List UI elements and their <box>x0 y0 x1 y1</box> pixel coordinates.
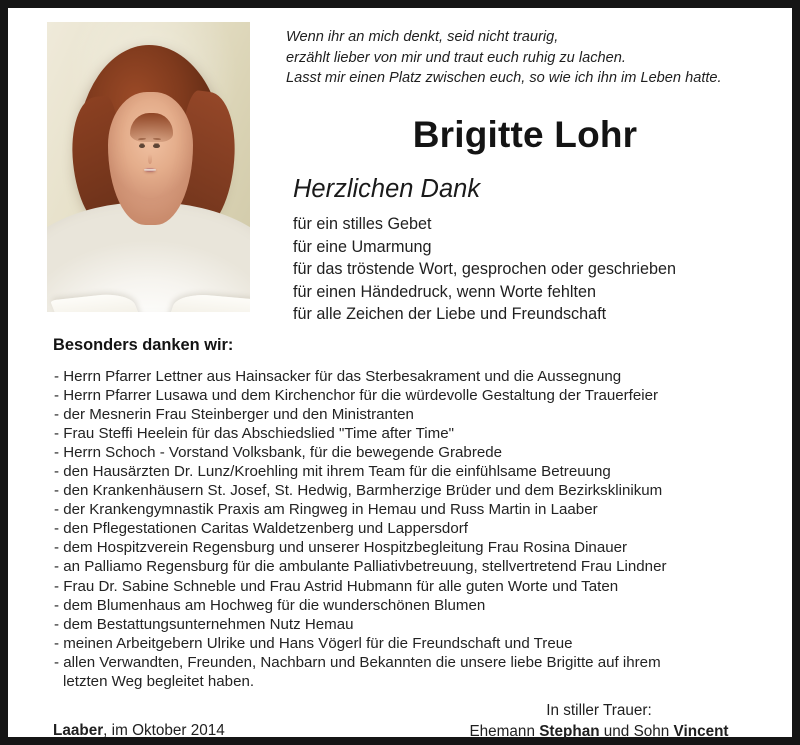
special-thanks-heading: Besonders danken wir: <box>53 336 234 354</box>
special-thanks-list <box>54 367 766 691</box>
face-shape <box>108 92 193 225</box>
nose-shape <box>148 154 152 163</box>
mouth-shape <box>144 168 157 173</box>
reason-line: für eine Umarmung <box>293 237 432 256</box>
thanks-item: - an Palliamo Regensburg für die ambulante Palliativbetreuung, stellvertretend Frau Lindner <box>54 558 667 576</box>
family-names <box>438 721 760 742</box>
photo-background <box>47 22 250 312</box>
hair-fringe-shape <box>130 113 173 142</box>
family-name-son: Vincent <box>673 723 729 740</box>
reason-line: für ein stilles Gebet <box>293 215 432 233</box>
thanks-item: - Herrn Pfarrer Lettner aus Hainsacker für das Sterbesakrament und die Aussegnung <box>54 368 622 385</box>
family-middle: und Sohn <box>599 723 674 740</box>
eyebrow-right <box>153 137 161 140</box>
thanks-item: - Frau Steffi Heelein für das Abschiedslied "Time after Time" <box>54 425 454 443</box>
thanks-item: - dem Hospitzverein Regensburg und unserer Hospitzbegleitung Frau Rosina Dinauer <box>54 539 628 557</box>
place-name: Laaber <box>53 722 104 739</box>
mourning-label: In stiller Trauer: <box>546 702 652 719</box>
memorial-verse <box>286 27 786 89</box>
reason-line: für alle Zeichen der Liebe und Freundschaft <box>293 305 607 324</box>
place-and-date <box>53 722 225 740</box>
family-prefix: Ehemann <box>469 723 540 740</box>
verse-line: Lasst mir einen Platz zwischen euch, so wie ich ihn im Leben hatte. <box>286 70 722 86</box>
portrait-photo <box>47 22 250 312</box>
thanks-item: - allen Verwandten, Freunden, Nachbarn und Bekannten die unsere liebe Brigitte auf ihrem <box>54 653 661 671</box>
thanks-item: - den Pflegestationen Caritas Waldetzenberg und Lappersdorf <box>54 520 468 538</box>
reason-line: für einen Händedruck, wenn Worte fehlten <box>293 282 596 301</box>
collar-right-shape <box>166 293 250 312</box>
thanks-item: - dem Blumenhaus am Hochweg für die wunderschönen Blumen <box>54 596 486 614</box>
eyebrow-left <box>138 137 146 140</box>
thanks-item: - der Krankengymnastik Praxis am Ringweg in Hemau und Russ Martin in Laaber <box>54 501 598 519</box>
verse-line: erzählt lieber von mir und traut euch ruhig zu lachen. <box>286 49 626 66</box>
verse-line: Wenn ihr an mich denkt, seid nicht traurig, <box>286 29 559 45</box>
thanks-item: - den Hausärzten Dr. Lunz/Kroehling mit ihrem Team für die einfühlsame Betreuung <box>54 463 611 481</box>
thanks-reasons-list <box>293 213 773 326</box>
reason-line: für das tröstende Wort, gesprochen oder geschrieben <box>293 260 677 279</box>
notice-inner <box>8 8 792 740</box>
eye-left <box>139 144 145 149</box>
collar-left-shape <box>50 292 143 312</box>
thanks-item: - meinen Arbeitgebern Ulrike und Hans Vögerl für die Freundschaft und Treue <box>54 634 573 652</box>
thanks-item: - den Krankenhäusern St. Josef, St. Hedwig, Barmherzige Brüder und dem Bezirksklinikum <box>54 482 663 500</box>
date-text: , im Oktober 2014 <box>103 722 225 739</box>
thanks-item: - dem Bestattungsunternehmen Nutz Hemau <box>54 615 354 633</box>
family-name-husband: Stephan <box>539 723 600 740</box>
thanks-item: - Herrn Pfarrer Lusawa und dem Kirchenchor für die würdevolle Gestaltung der Trauerfeier <box>54 387 659 405</box>
eye-right <box>153 144 159 149</box>
mourning-family-block <box>438 700 760 742</box>
thanks-item: - der Mesnerin Frau Steinberger und den Ministranten <box>54 406 414 424</box>
thanks-title: Herzlichen Dank <box>293 175 481 203</box>
thanks-item: - Herrn Schoch - Vorstand Volksbank, für die bewegende Grabrede <box>54 444 503 462</box>
deceased-name: Brigitte Lohr <box>412 114 638 155</box>
thanks-item-continuation: letzten Weg begleitet haben. <box>63 672 255 690</box>
thanks-item: - Frau Dr. Sabine Schneble und Frau Astrid Hubmann für alle guten Worte und Taten <box>54 577 619 595</box>
